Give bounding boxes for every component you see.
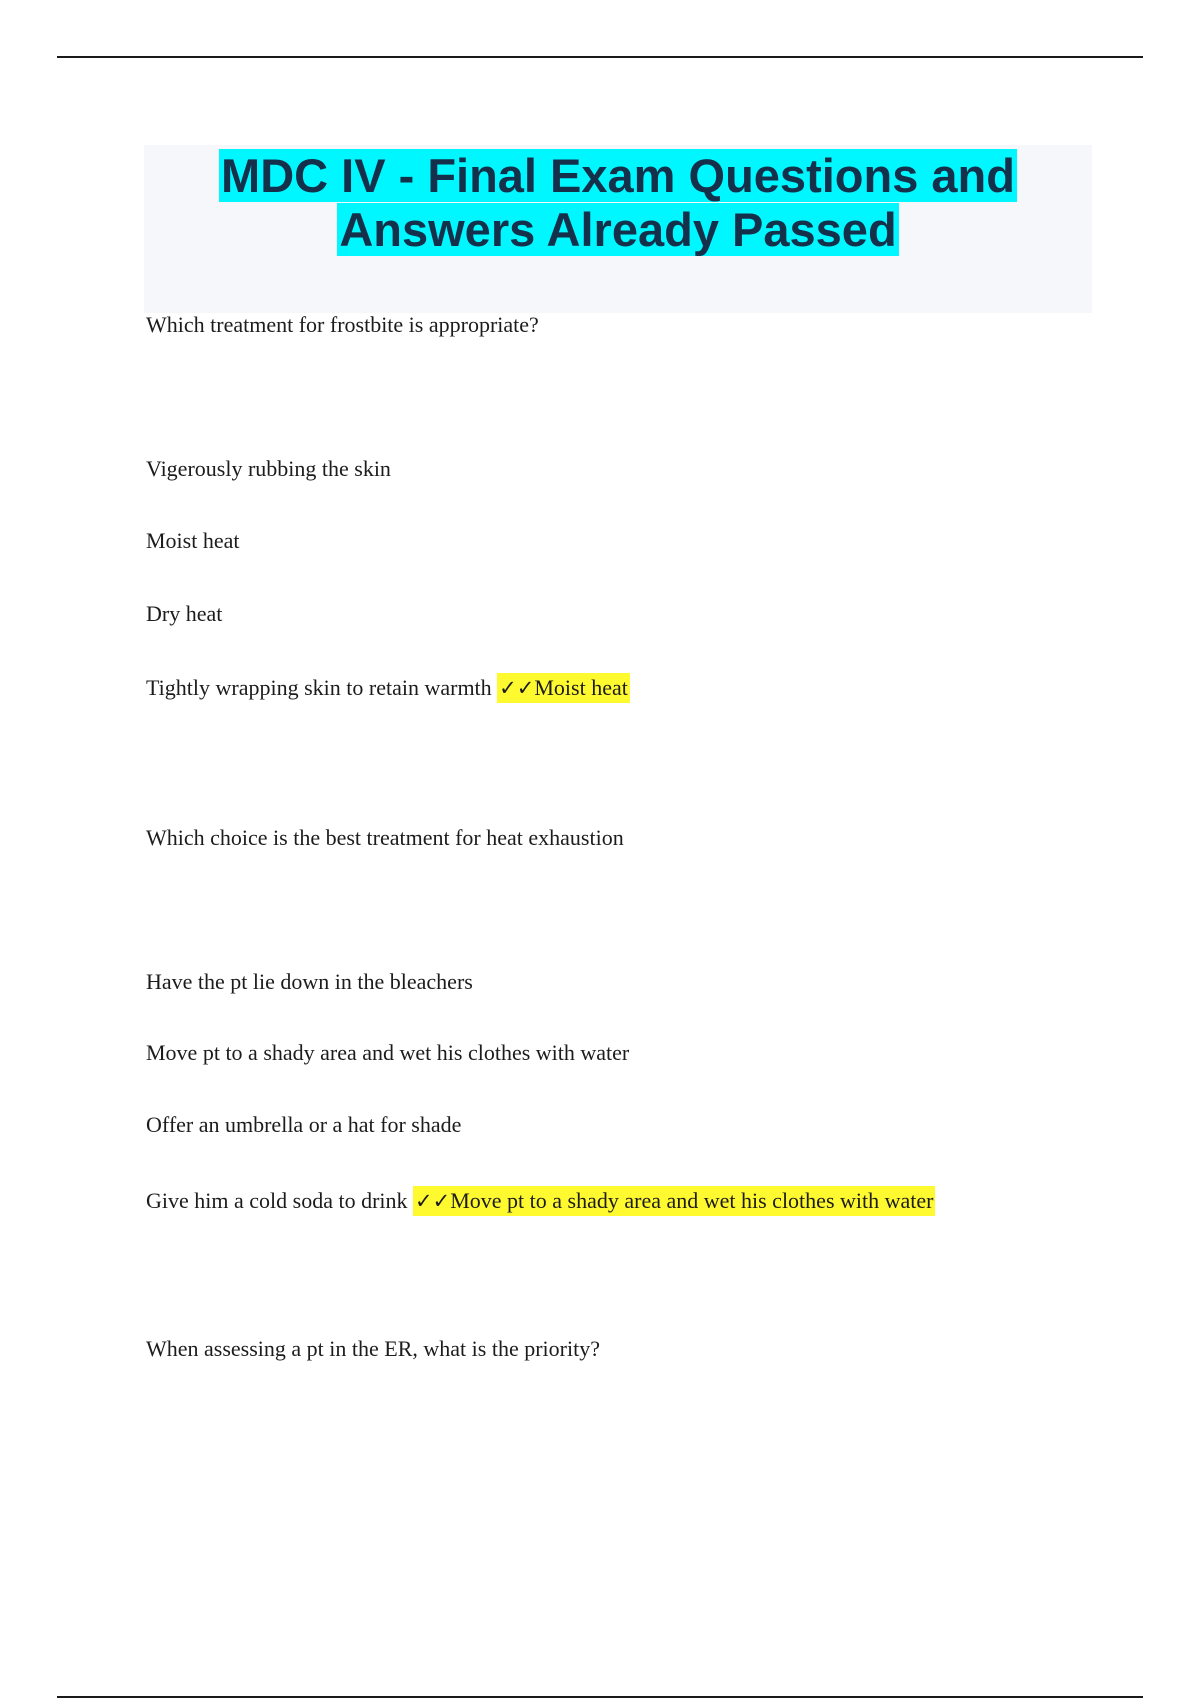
question-1-answer-text: Moist heat (534, 675, 628, 700)
question-1-option-4-line (146, 674, 630, 702)
title-line-2: Answers Already Passed (339, 203, 897, 256)
title-banner (144, 145, 1092, 313)
question-2-answer (413, 1186, 935, 1216)
check-mark-icon: ✓✓ (499, 676, 535, 700)
question-1-option-1: Vigerously rubbing the skin (146, 456, 391, 481)
question-2-option-1: Have the pt lie down in the bleachers (146, 969, 473, 994)
question-1-option-2: Moist heat (146, 528, 240, 553)
question-1-answer (497, 673, 630, 703)
header-rule (57, 56, 1143, 58)
footer-rule (57, 1696, 1143, 1698)
question-2-option-2: Move pt to a shady area and wet his clothes with water (146, 1040, 630, 1065)
question-3-text: When assessing a pt in the ER, what is the priority? (146, 1336, 600, 1361)
question-2-text: Which choice is the best treatment for heat exhaustion (146, 825, 624, 850)
question-1-option-3: Dry heat (146, 601, 223, 626)
question-2-answer-text: Move pt to a shady area and wet his clothes with water (450, 1188, 934, 1213)
check-mark-icon: ✓✓ (415, 1189, 451, 1213)
question-2-option-4-line (146, 1187, 935, 1215)
question-2-option-4: Give him a cold soda to drink (146, 1188, 408, 1213)
question-1-option-4: Tightly wrapping skin to retain warmth (146, 675, 492, 700)
question-1-text: Which treatment for frostbite is appropriate? (146, 312, 539, 337)
document-title (144, 149, 1092, 257)
title-line-1: MDC IV - Final Exam Questions and (221, 149, 1015, 202)
question-2-option-3: Offer an umbrella or a hat for shade (146, 1112, 462, 1137)
